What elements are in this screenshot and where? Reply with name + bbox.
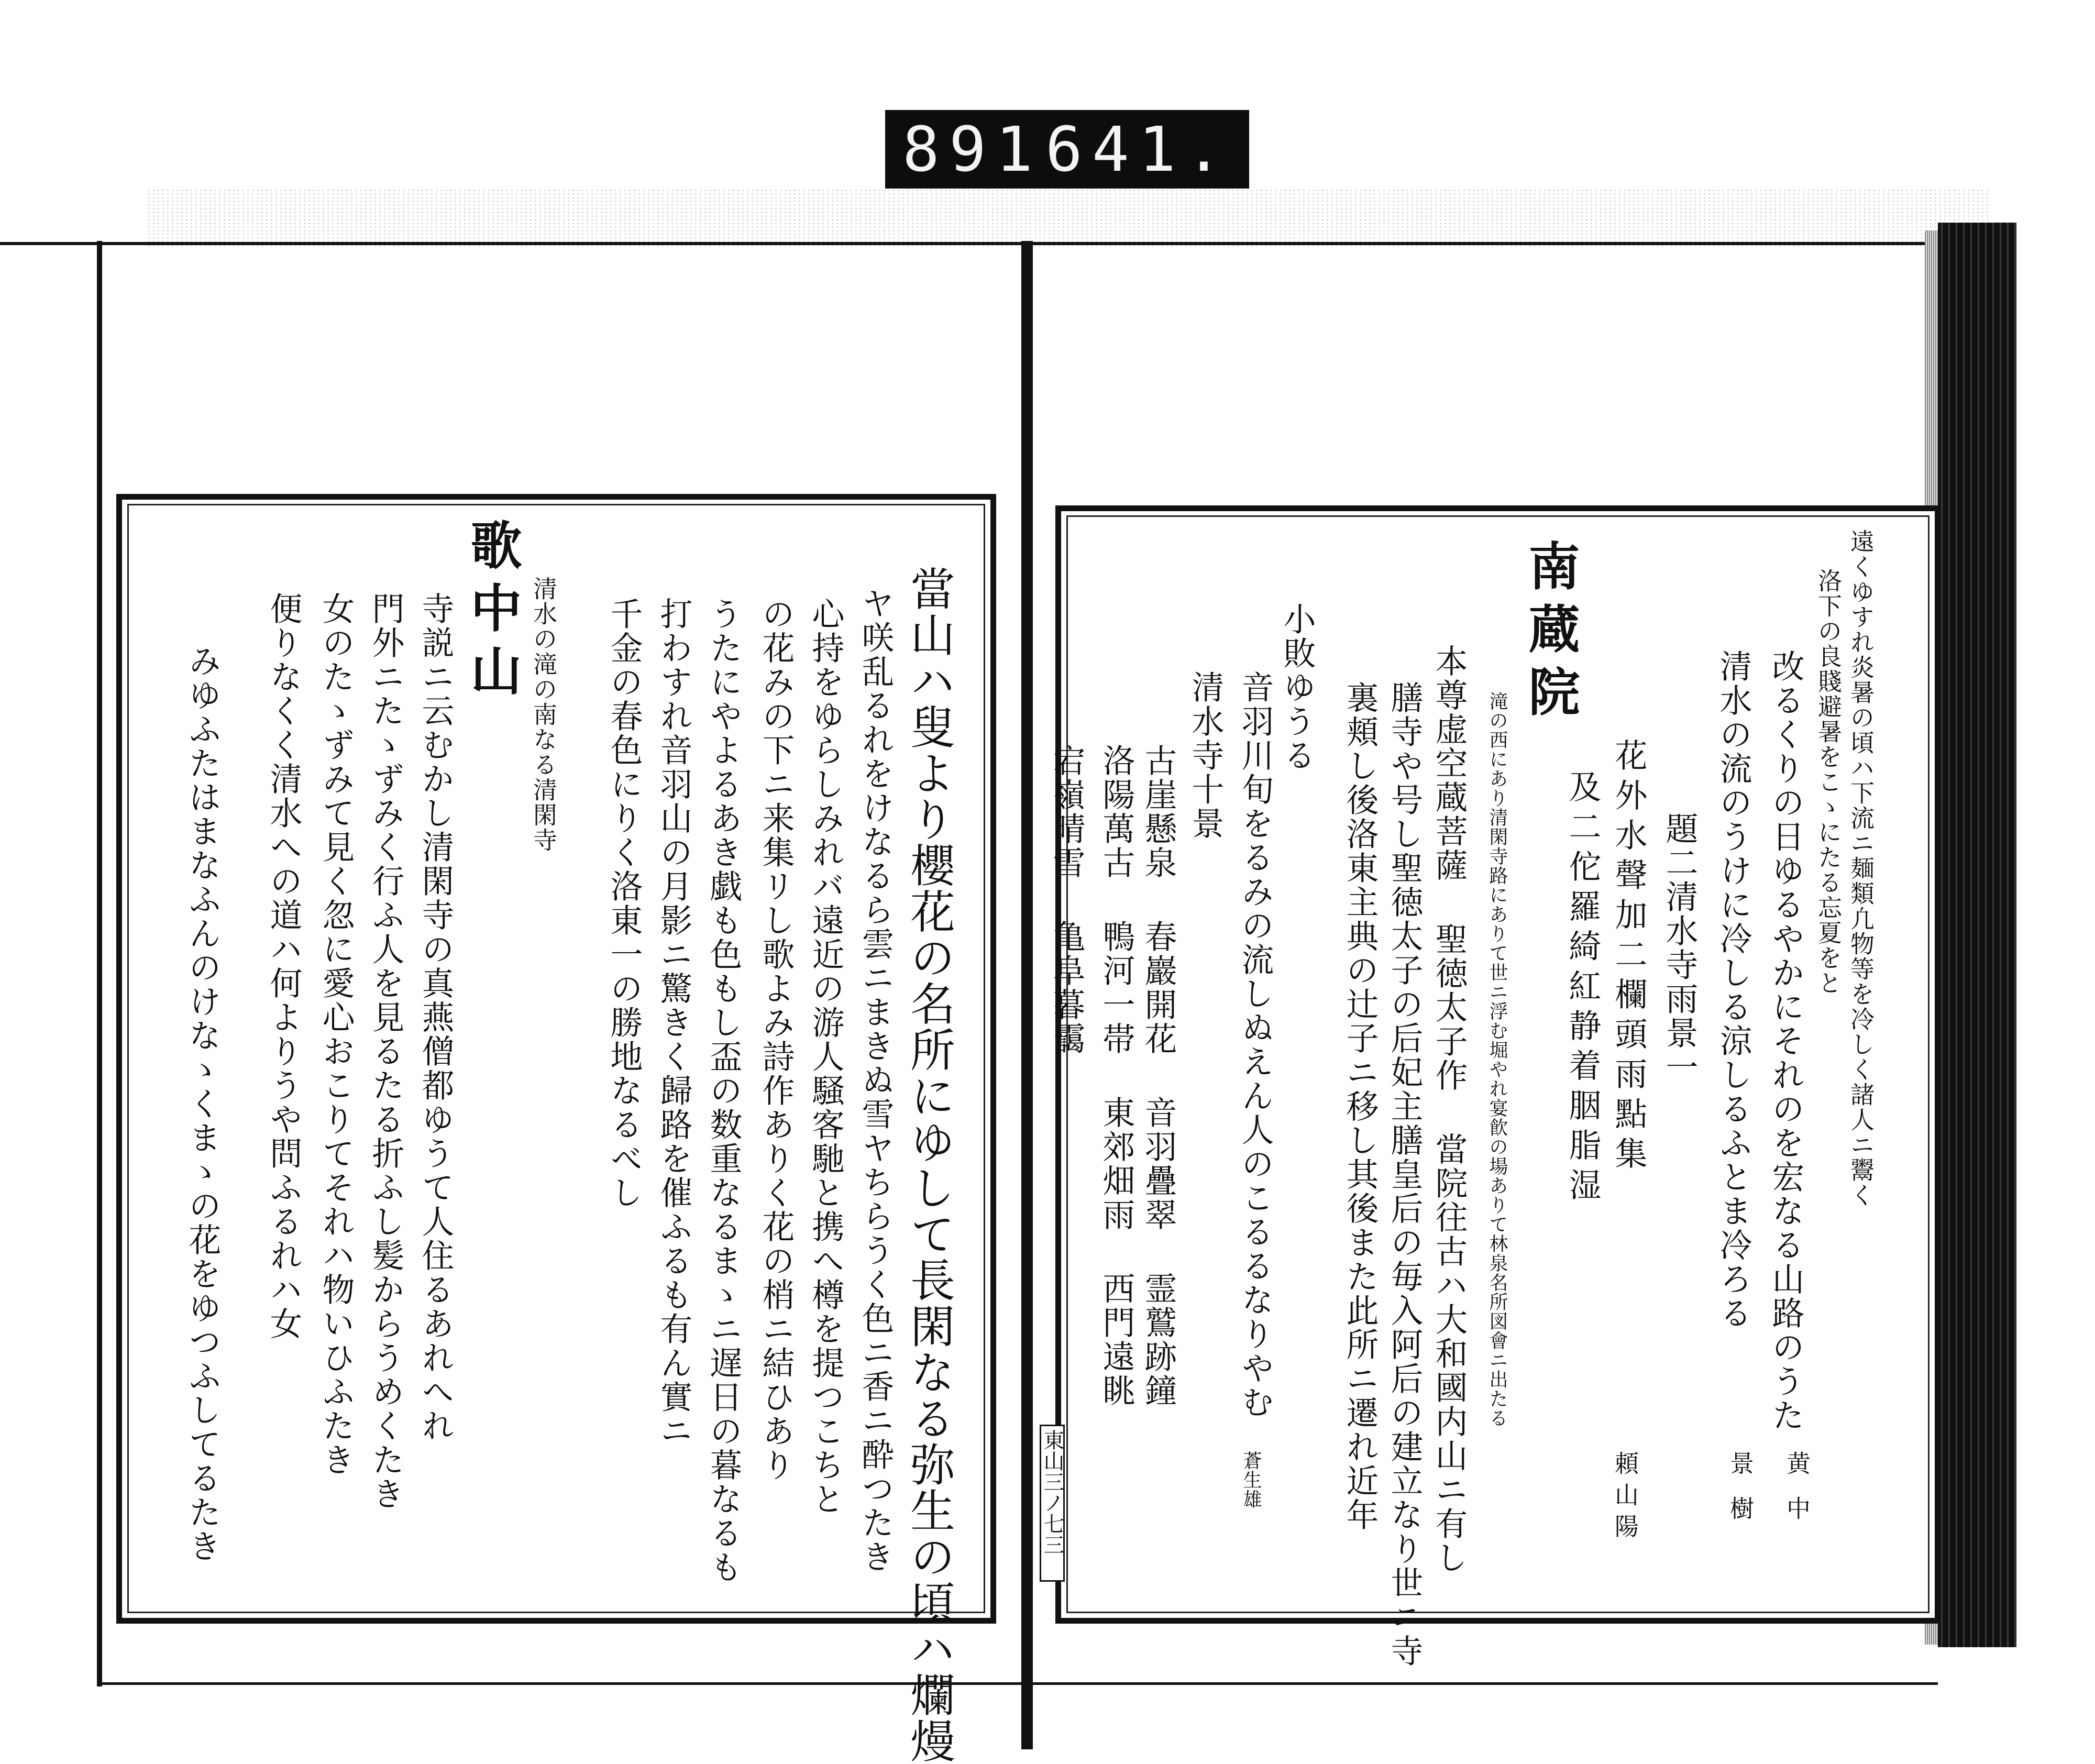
left-col-7: 千金の春色にりく洛東一の勝地なるべし <box>605 597 643 1210</box>
left-col-3: 心持をゆらしみれバ遠近の游人騒客馳と携へ樽を提つこちと <box>807 597 845 1516</box>
right-col-4: 清水の流のうけに冷しる涼しるふとま冷ろる <box>1714 649 1752 1330</box>
margin-note <box>1040 1425 1065 1582</box>
catalog-number-right: 641. <box>1045 113 1232 185</box>
right-col-16: 小敗ゆうる <box>1278 602 1316 773</box>
margin-note-text: 東山三ノ七三 <box>1040 1429 1064 1555</box>
right-col-3: 改るくりの日ゆるやかにそれのを宏なる山路のうた <box>1767 649 1805 1432</box>
left-col-2: ヤ咲乱るれをけなるら雲ニまきぬ雪ヤちらうく色ニ香ニ酔つたき <box>856 587 895 1574</box>
left-col-11: 門外ニたゝずみく行ふ人を見るたる折ふし髪からうめくたき <box>367 592 405 1511</box>
book-top-edge <box>0 242 1969 245</box>
left-col-12: 女のたゝずみて見く忽に愛心おこりてそれハ物いひふたき <box>317 592 355 1477</box>
right-col-13: 本尊虚空蔵菩薩 聖徳太子作 當院往古ハ大和國内山ニ有し <box>1430 644 1468 1575</box>
book-left-edge <box>97 241 102 1686</box>
right-col-6: 景樹 <box>1726 1451 1755 1541</box>
page-stack <box>1938 223 2016 1647</box>
right-col-18: 蒼生雄 <box>1240 1451 1262 1509</box>
right-col-20: 古崖懸泉 春巖開花 音羽疊翠 霊鷲跡鐘 <box>1139 744 1177 1408</box>
scan-noise <box>147 189 1990 246</box>
right-col-21: 洛陽萬古 鴨河一帯 東郊畑雨 西門遠眺 <box>1097 744 1135 1408</box>
right-col-9: 花外水聲加二欄頭雨點集 <box>1609 738 1648 1176</box>
right-col-14: 膳寺や号し聖徳太子の后妃主膳皇后の毎入阿后の建立なり世ニ寺 <box>1385 681 1424 1668</box>
book-bottom-edge <box>100 1682 1938 1685</box>
catalog-number-left: 891 <box>902 113 1043 185</box>
left-col-8: 清水の滝の南なる清閑寺 <box>530 576 558 853</box>
right-col-8: 頼山陽 <box>1611 1451 1639 1545</box>
right-page-heading: 南蔵院 <box>1520 539 1580 728</box>
left-col-6: 打わすれ音羽山の月影ニ驚きく歸路を催ふるも有ん實ニ <box>655 597 693 1448</box>
book-spine <box>1021 241 1033 1749</box>
right-col-12: 滝の西にあり清閑寺路にありて世ニ浮む堀やれ宴飮の場ありて林泉名所図會ニ出たる <box>1486 691 1508 1428</box>
right-col-5: 黄中 <box>1783 1451 1811 1541</box>
right-col-17: 音羽川旬をるみの流しぬえん人のこるるなりやむ <box>1236 670 1274 1419</box>
left-col-5: うたにやよるあき戯も色もし盃の数重なるまゝニ遅日の暮なるも <box>704 597 743 1584</box>
left-col-14: みゆふたはまなふんのけなゝくまゝの花をゆつふしてるたき <box>183 644 222 1563</box>
left-col-13: 便りなくく清水への道ハ何よりうや問ふるれハ女 <box>264 592 303 1341</box>
right-col-15: 裏頬し後洛東主典の辻子ニ移し其後また此所ニ遷れ近年 <box>1341 681 1379 1532</box>
right-col-1: 遠くゆすれ炎暑の頃ハ下流ニ麺類凢物等を冷しく諸人ニ鬻く <box>1847 529 1875 1208</box>
right-col-7: 題二清水寺雨景一 <box>1660 812 1699 1084</box>
right-col-2: 洛下の良賤避暑をこゝにたる忘夏をと <box>1814 568 1843 996</box>
left-col-4: の花みの下ニ来集リし歌よみ詩作ありく花の梢ニ結ひあり <box>757 597 795 1482</box>
left-page-heading: 歌中山 <box>462 519 522 707</box>
right-col-10: 及二佗羅綺紅静着胭脂湿 <box>1563 770 1602 1208</box>
left-col-1: 當山ハ叟より櫻花の名所にゆして長閑なる弥生の頃ハ爛熳 <box>902 566 955 1764</box>
right-col-22: 宕嶺晴雪 亀阜暮靄 <box>1048 744 1086 1056</box>
right-col-19: 清水寺十景 <box>1186 670 1225 841</box>
catalog-number-label <box>885 110 1249 189</box>
left-col-10: 寺説ニ云むかし清閑寺の真燕僧都ゆうて人住るあれへれ <box>416 592 455 1443</box>
